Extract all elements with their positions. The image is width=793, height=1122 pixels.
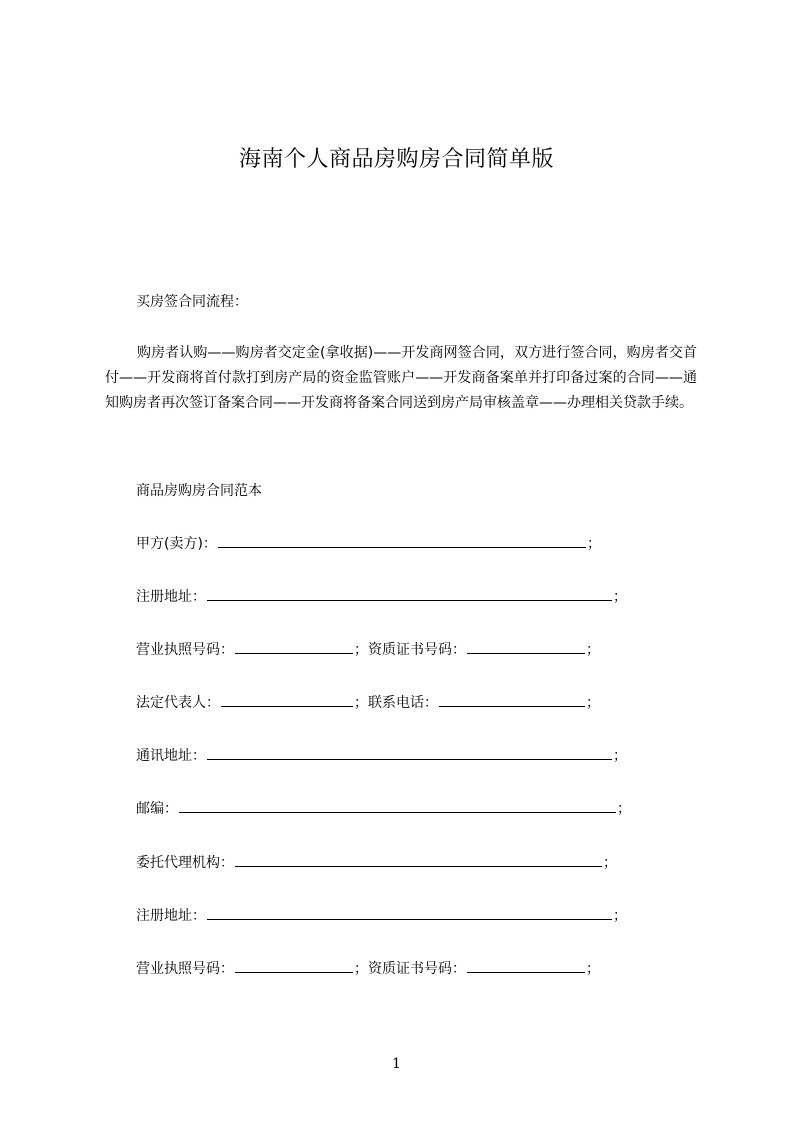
license-label-2: 营业执照号码：: [136, 961, 234, 977]
legal-rep-label: 法定代表人：: [136, 695, 220, 711]
reg-address-label: 注册地址：: [136, 589, 206, 605]
agent-row: [136, 852, 617, 872]
reg-address-blank[interactable]: [207, 586, 612, 601]
separator: ；: [354, 642, 368, 658]
mail-address-label: 通讯地址：: [136, 748, 206, 764]
separator: ；: [354, 961, 368, 977]
phone-blank[interactable]: [439, 692, 585, 707]
end-mark: ；: [613, 589, 627, 605]
end-mark: ；: [586, 695, 600, 711]
license-blank-2[interactable]: [235, 958, 353, 973]
cert-blank[interactable]: [467, 639, 585, 654]
separator: ；: [354, 695, 368, 711]
end-mark: ；: [586, 961, 600, 977]
reg-address-row-2: [136, 905, 627, 925]
end-mark: ；: [613, 908, 627, 924]
process-heading: 买房签合同流程：: [136, 294, 248, 310]
agent-label: 委托代理机构：: [136, 855, 234, 871]
process-paragraph: 购房者认购——购房者交定金(拿收据)——开发商网签合同，双方进行签合同，购房者交首付——开发商将首付款打到房产局的资金监管账户——开发商备案单并打印备过案的合同——通知购房者再次签订备案合同——开发商将备案合同送到房产局审核盖章——办理相关贷款手续。: [105, 345, 697, 411]
mail-address-row: [136, 745, 627, 765]
license-label: 营业执照号码：: [136, 642, 234, 658]
end-mark: ；: [613, 748, 627, 764]
end-mark: ；: [586, 642, 600, 658]
cert-label-2: 资质证书号码：: [368, 961, 466, 977]
postcode-row: [136, 798, 631, 818]
reg-address-row: [136, 586, 627, 606]
postcode-blank[interactable]: [179, 798, 616, 813]
legal-rep-blank[interactable]: [221, 692, 353, 707]
phone-label: 联系电话：: [368, 695, 438, 711]
legal-rep-row: [136, 692, 600, 712]
reg-address-blank-2[interactable]: [207, 905, 612, 920]
party-a-blank[interactable]: [218, 533, 586, 548]
reg-address-label-2: 注册地址：: [136, 908, 206, 924]
template-heading: 商品房购房合同范本: [136, 483, 262, 499]
document-title: 海南个人商品房购房合同简单版: [238, 147, 554, 172]
end-mark: ；: [617, 801, 631, 817]
party-a-label: 甲方(卖方)：: [136, 536, 217, 552]
end-mark: ；: [586, 536, 601, 552]
agent-blank[interactable]: [235, 852, 602, 867]
mail-address-blank[interactable]: [207, 745, 612, 760]
page-number: 1: [392, 1056, 401, 1072]
end-mark: ；: [603, 855, 617, 871]
party-a-row: [136, 533, 601, 553]
postcode-label: 邮编：: [136, 801, 178, 817]
license-blank[interactable]: [235, 639, 353, 654]
cert-label: 资质证书号码：: [368, 642, 466, 658]
license-row-2: [136, 958, 600, 978]
license-row: [136, 639, 600, 659]
cert-blank-2[interactable]: [467, 958, 585, 973]
